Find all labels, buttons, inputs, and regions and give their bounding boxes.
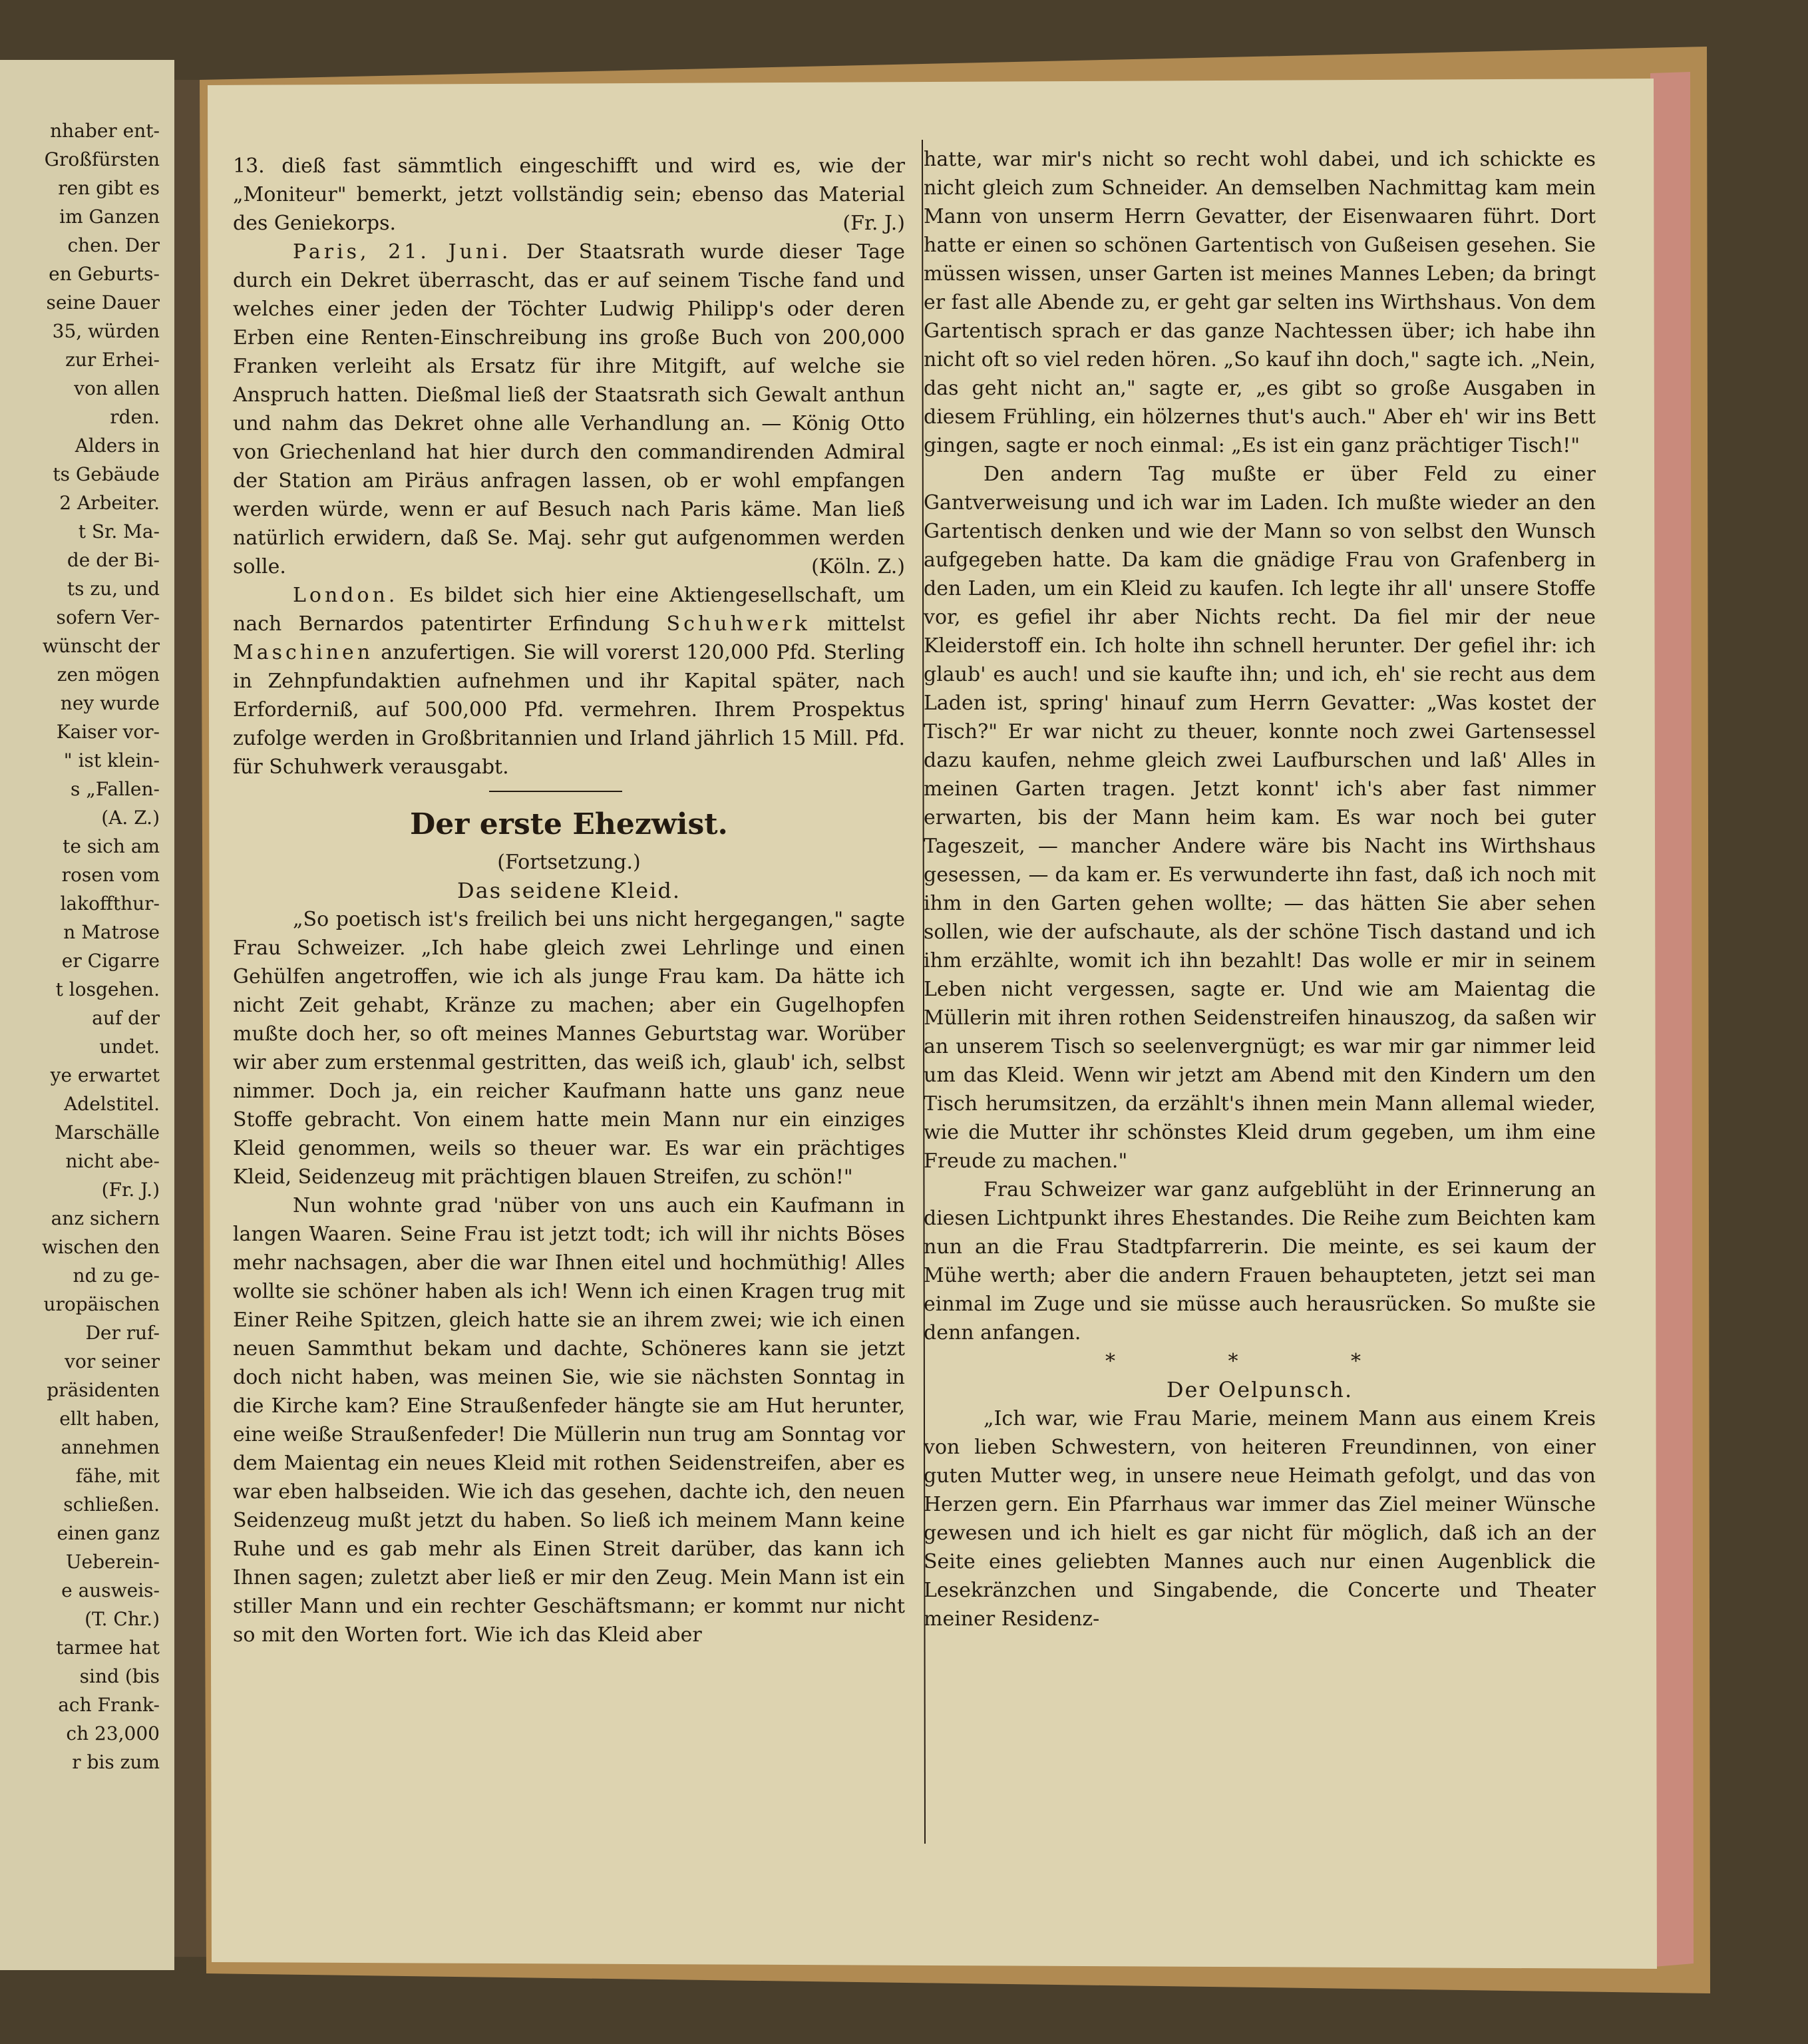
- left-fragment-line: rosen vom: [61, 864, 160, 886]
- page-edge-stack: [1650, 72, 1694, 1967]
- left-fragment-line: wünscht der: [42, 635, 160, 657]
- news-item-3-part-c: anzufertigen. Sie will vorerst 120,000 Pfd. Sterling in Zehnpfundaktien aufnehmen und ihr Kapital später, nach Erforderniß, auf 500,000 Pfd. vermehren. Ihrem Prospektus zufolge werden in Großbritannien und Irland jährlich 15 Mill. Pfd. für Schuhwerk verausgabt.: [233, 641, 905, 779]
- left-fragment-line: sofern Ver-: [56, 606, 160, 628]
- news-source-2: (Köln. Z.): [811, 555, 905, 578]
- section-divider-rule: [233, 781, 905, 801]
- section-title-seidene-kleid: Das seidene Kleid.: [456, 878, 681, 903]
- left-fragment-line: fähe, mit: [75, 1465, 160, 1487]
- left-fragment-line: Adelstitel.: [64, 1093, 160, 1115]
- column-a: [233, 152, 905, 1649]
- column-b: [924, 145, 1596, 1633]
- news-source-1: (Fr. J.): [842, 212, 905, 235]
- left-fragment-line: er Cigarre: [61, 950, 160, 972]
- left-fragment-line: seine Dauer: [46, 292, 160, 313]
- left-fragment-line: lakoffthur-: [60, 893, 160, 915]
- left-fragment-line: Großfürsten: [44, 148, 160, 170]
- left-fragment-line: te sich am: [63, 835, 160, 857]
- left-fragment-line: ney wurde: [60, 692, 160, 714]
- left-fragment-line: (Fr. J.): [101, 1179, 160, 1201]
- left-fragment-line: auf der: [92, 1007, 160, 1029]
- left-fragment-line: t losgehen.: [55, 978, 160, 1000]
- left-fragment-line: ren gibt es: [58, 177, 160, 199]
- left-fragment-line: en Geburts-: [49, 263, 160, 285]
- left-fragment-line: rden.: [110, 406, 160, 428]
- story-paragraph-1: „So poetisch ist's freilich bei uns nicht hergegangen," sagte Frau Schweizer. „Ich habe gleich zwei Lehrlinge und einen Gehülfen angetroffen, wie ich als junge Frau kam. Da hätte ich nicht Zeit gehabt, Kränze zu machen; aber ein Gugelhopfen mußte doch her, so oft meines Mannes Geburtstag war. Worüber wir aber zum erstenmal gestritten, das weiß ich, glaub' ich, selbst nimmer. Doch ja, ein reicher Kaufmann hatte uns ganz neue Stoffe gebracht. Von einem hatte mein Mann nur ein einziges Kleid genommen, weils so theuer war. Es war ein prächtiges Kleid, Seidenzeug mit prächtigen blauen Streifen, zu schön!": [233, 908, 905, 1189]
- left-fragment-line: zur Erhei-: [65, 349, 160, 371]
- left-fragment-line: präsidenten: [47, 1379, 160, 1401]
- left-fragment-line: einen ganz: [57, 1522, 160, 1544]
- left-fragment-line: von allen: [74, 377, 160, 399]
- left-fragment-line: wischen den: [41, 1236, 160, 1258]
- left-fragment-line: ts zu, und: [67, 578, 160, 600]
- left-fragment-line: zen mögen: [57, 664, 160, 686]
- left-fragment-line: uropäischen: [43, 1293, 160, 1315]
- left-fragment-line: 35, würden: [52, 320, 160, 342]
- story-paragraph-2: Nun wohnte grad 'nüber von uns auch ein Kaufmann in langen Waaren. Seine Frau ist jetzt todt; ich will ihr nichts Böses mehr nachsagen, aber die war Ihnen eitel und hochmüthig! Alles wollte sie schöner haben als ich! Wenn ich einen Kragen trug mit Einer Reihe Spitzen, gleich hatte sie an ihrem zwei; wie ich einen neuen Sammthut bekam und dachte, Schöneres kann sie jetzt doch nicht haben, was meinen Sie, wie sie nächsten Sonntag in die Kirche kam? Eine Straußenfeder hängte sie am Hut herunter, eine weiße Straußenfeder! Die Müllerin nun trug am Sonntag vor dem Maientag ein neues Kleid mit rothen Seidenstreifen, aber es war eben halbseiden. Wie ich das gesehen, dachte ich, den neuen Seidenzeug mußt jetzt du haben. So ließ ich meinem Mann keine Ruhe und es gab mehr als Einen Streit darüber, das kann ich Ihnen sagen; zuletzt aber ließ er mir den Zeug. Mein Mann ist ein stiller Mann und ein rechter Geschäftsmann; er kommt nur nicht so mit den Worten fort. Wie ich das Kleid aber: [233, 1194, 905, 1647]
- left-fragment-line: nicht abe-: [65, 1150, 160, 1172]
- news-item-3-part-b: mittelst: [827, 612, 905, 636]
- left-fragment-line: Alders in: [75, 435, 160, 457]
- story-continued-label: (Fortsetzung.): [497, 851, 641, 874]
- left-fragment-line: 2 Arbeiter.: [59, 492, 160, 514]
- news-dateline-london: London.: [293, 584, 399, 607]
- left-fragment-line: de der Bi-: [67, 549, 160, 571]
- story-paragraph-6: „Ich war, wie Frau Marie, meinem Mann aus einem Kreis von lieben Schwestern, von heiteren Freundinnen, von einer guten Mutter weg, in unsere neue Heimath gefolgt, und das von Herzen gern. Ein Pfarrhaus war immer das Ziel meiner Wünsche gewesen und ich hielt es gar nicht für möglich, daß ich an der Seite eines geliebten Mannes auch nur einen Augenblick die Lesekränzchen und Singabende, die Concerte und Theater meiner Residenz-: [924, 1407, 1596, 1631]
- left-fragment-line: undet.: [99, 1036, 160, 1058]
- left-fragment-line: annehmen: [61, 1436, 160, 1458]
- news-item-1: 13. dieß fast sämmtlich eingeschifft und wird es, wie der „Moniteur" bemerkt, jetzt vollständig sein; ebenso das Material des Geniekorps.: [233, 154, 905, 235]
- left-fragment-line: tarmee hat: [56, 1637, 160, 1659]
- left-fragment-line: ye erwartet: [50, 1064, 160, 1086]
- left-fragment-line: vor seiner: [65, 1350, 160, 1372]
- left-fragment-line: (A. Z.): [101, 807, 160, 829]
- left-fragment-line: s „Fallen-: [71, 778, 160, 800]
- left-fragment-line: Marschälle: [54, 1122, 160, 1143]
- left-fragment-line: chen. Der: [67, 234, 160, 256]
- news-item-3-part-a: Es bildet sich hier eine Aktiengesellschaft, um nach Bernardos patentirter Erfindung: [233, 584, 906, 636]
- news-item-3-emphasis-maschinen: Maschinen: [233, 641, 374, 664]
- news-dateline-paris: Paris, 21. Juni.: [293, 240, 512, 264]
- story-paragraph-4: Den andern Tag mußte er über Feld zu einer Gantverweisung und ich war im Laden. Ich mußte wieder an den Gartentisch denken und wie der Mann so von selbst den Wunsch aufgegeben hatte. Da kam die gnädige Frau von Grafenberg in den Laden, um ein Kleid zu kaufen. Ich legte ihr all' unsere Stoffe vor, es gefiel ihr aber Nichts recht. Da fiel mir der neue Kleiderstoff ein. Ich holte ihn schnell herunter. Der gefiel ihr: ich glaub' es auch! und sie kaufte ihn; und ich, eh' sie recht aus dem Laden ist, spring' hinauf zum Herrn Gevatter: „Was kostet der Tisch?" Er war nicht zu theuer, konnte noch zwei Gartensessel dazu kaufen, nehme gleich zwei Laufburschen und laß' Alles in meinen Garten tragen. Jetzt konnt' ich's aber fast nimmer erwarten, bis der Mann heim kam. Es war noch bei guter Tageszeit, — mancher Andere wäre bis Nacht ins Wirthshaus gesessen, — da kam er. Es verwunderte ihn fast, daß ich noch mit ihm in den Garten gehen wollte; — das hätten Sie aber sehen sollen, wie der aufschaute, als der schöne Tisch dastand und ich ihm erzählte, womit ich ihn bezahlt! Das wolle er mir in seinem Leben nicht vergessen, sagte er. Und wie am Maientag die Müllerin mit ihren rothen Seidenstreifen hinauszog, da saßen wir an unserem Tisch so seelenvergnügt; es war mir gar nimmer leid um das Kleid. Wenn wir jetzt am Abend mit den Kindern um den Tisch herumsitzen, da erzählt's ihnen mein Mann allemal wieder, wie die Mutter ihr schönstes Kleid drum gegeben, um ihm eine Freude zu machen.": [924, 463, 1596, 1173]
- left-fragment-line: ts Gebäude: [53, 463, 160, 485]
- story-paragraph-5: Frau Schweizer war ganz aufgeblüht in der Erinnerung an diesen Lichtpunkt ihres Ehestandes. Die Reihe zum Beichten kam nun an die Frau Stadtpfarrerin. Die meinte, es sei kaum der Mühe werth; aber die andern Frauen behaupteten, jetzt sei man einmal im Zuge und sie müsse auch herausrücken. So mußte sie denn anfangen.: [924, 1178, 1596, 1344]
- left-fragment-line: e ausweis-: [61, 1579, 160, 1601]
- left-fragment-line: nhaber ent-: [50, 120, 160, 142]
- story-title: Der erste Ehezwist.: [410, 807, 728, 841]
- left-fragment-line: Der ruf-: [85, 1322, 160, 1344]
- left-fragment-line: ach Frank-: [58, 1694, 160, 1716]
- left-fragment-line: nd zu ge-: [73, 1265, 160, 1287]
- left-page-fragment: [0, 116, 160, 1776]
- left-fragment-line: " ist klein-: [63, 749, 160, 771]
- left-fragment-line: ellt haben,: [59, 1408, 160, 1430]
- left-fragment-line: t Sr. Ma-: [78, 520, 160, 542]
- left-fragment-line: n Matrose: [63, 921, 160, 943]
- section-title-oelpunsch: Der Oelpunsch.: [1166, 1377, 1354, 1402]
- asterism-divider: * * *: [1105, 1350, 1415, 1373]
- left-fragment-line: Kaiser vor-: [56, 721, 160, 743]
- news-item-2: Der Staatsrath wurde dieser Tage durch ein Dekret überrascht, das er auf seinem Tische fand und welches einer jeden der Töchter Ludwig Philipp's oder deren Erben eine Renten-Einschreibung ins große Buch von 200,000 Franken verleiht als Ersatz für ihre Mitgift, auf welche sie Anspruch hatten. Dießmal ließ der Staatsrath sich Gewalt anthun und nahm das Dekret ohne alle Verhandlung an. — König Otto von Griechenland hat hier durch den commandirenden Admiral der Station am Piräus anfragen lassen, ob er wohl empfangen werden würde, wenn er auf Besuch nach Paris käme. Man ließ natürlich erwidern, daß Se. Maj. sehr gut aufgenommen werden solle.: [233, 240, 905, 578]
- left-fragment-line: anz sichern: [51, 1207, 160, 1229]
- left-fragment-line: im Ganzen: [59, 206, 160, 228]
- left-fragment-line: (T. Chr.): [85, 1608, 160, 1630]
- news-item-3-emphasis-schuhwerk: Schuhwerk: [666, 612, 811, 636]
- left-fragment-line: r bis zum: [72, 1751, 160, 1773]
- story-paragraph-3: hatte, war mir's nicht so recht wohl dabei, und ich schickte es nicht gleich zum Schneider. An demselben Nachmittag kam mein Mann von unserm Herrn Gevatter, der Eisenwaaren führt. Dort hatte er einen so schönen Gartentisch von Gußeisen gesehen. Sie müssen wissen, unser Garten ist meines Mannes Leben; da bringt er fast alle Abende zu, er geht gar selten ins Wirthshaus. Von dem Gartentisch sprach er das ganze Nachtessen über; ich habe ihn nicht oft so viel reden hören. „So kauf ihn doch," sagte ich. „Nein, das geht nicht an," sagte er, „es gibt so große Ausgaben in diesem Frühling, ein hölzernes thut's auch." Aber eh' wir ins Bett gingen, sagte er noch einmal: „Es ist ein ganz prächtiger Tisch!": [924, 148, 1596, 457]
- left-fragment-line: sind (bis: [79, 1665, 160, 1687]
- left-fragment-line: Ueberein-: [65, 1551, 160, 1573]
- left-fragment-line: ch 23,000: [66, 1723, 160, 1744]
- left-fragment-line: schließen.: [63, 1494, 160, 1516]
